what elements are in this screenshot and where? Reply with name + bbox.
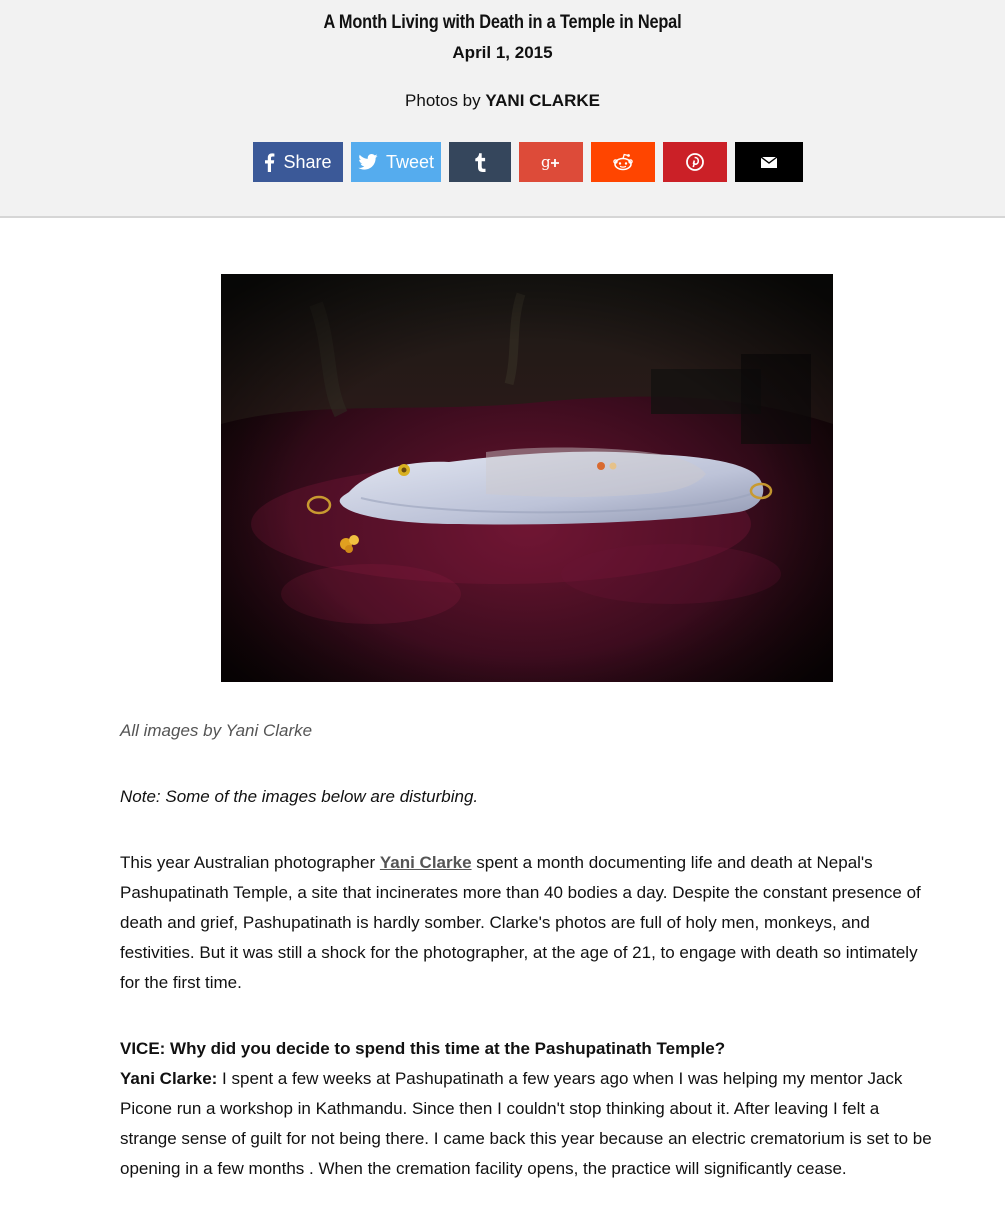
facebook-share-button[interactable] xyxy=(253,142,343,182)
tumblr-icon xyxy=(474,153,486,172)
svg-text:g: g xyxy=(541,154,551,170)
image-caption: All images by Yani Clarke xyxy=(120,721,313,740)
photographer-link[interactable]: Yani Clarke xyxy=(379,853,472,872)
google-plus-icon xyxy=(541,154,561,170)
reddit-share-button[interactable] xyxy=(591,142,655,182)
facebook-share-label: Share xyxy=(283,151,332,172)
content-warning-note: Note: Some of the images below are disturbing. xyxy=(120,787,479,806)
share-bar xyxy=(253,142,803,182)
interview-answer: I spent a few weeks at Pashupatinath a few years ago when I was helping my mentor Jack Picone run a workshop in Kathmandu. Since then I couldn't stop thinking about it. After leaving I felt a strange sense of guilt for not being there. I came back this year because an electric crematorium is set to be opening in a few months . When the cremation facility opens, the practice will significantly cease. xyxy=(120,1069,932,1178)
twitter-tweet-button[interactable] xyxy=(351,142,441,182)
envelope-icon xyxy=(760,156,778,169)
twitter-icon xyxy=(358,154,378,170)
answer-speaker: Yani Clarke: xyxy=(120,1069,218,1088)
article-title: A Month Living with Death in a Temple in Nepal xyxy=(323,12,682,33)
facebook-icon xyxy=(264,153,275,172)
intro-text-after: spent a month documenting life and death at Nepal's Pashupatinath Temple, a site that incinerates more than 40 bodies a day. Despite the constant presence of death and grief, Pashupatinath is hardly somber. Clarke's photos are full of holy men, monkeys, and festivities. But it was still a shock for the photographer, at the age of 21, to engage with death so intimately for the first time. xyxy=(120,853,921,992)
twitter-tweet-label: Tweet xyxy=(385,151,435,172)
interview-block xyxy=(120,1034,935,1184)
tumblr-share-button[interactable] xyxy=(449,142,511,182)
reddit-icon xyxy=(612,153,634,171)
pinterest-icon xyxy=(686,153,704,171)
article-header xyxy=(0,0,1005,218)
intro-text-before: This year Australian photographer xyxy=(120,853,380,872)
email-share-button[interactable] xyxy=(735,142,803,182)
interview-question: VICE: Why did you decide to spend this time at the Pashupatinath Temple? xyxy=(120,1039,726,1058)
photo-credit xyxy=(0,91,1005,111)
hero-photo-shrouded-body xyxy=(221,274,833,682)
credit-prefix: Photos by xyxy=(405,91,486,110)
article-date: April 1, 2015 xyxy=(452,43,553,62)
pinterest-share-button[interactable] xyxy=(663,142,727,182)
intro-paragraph xyxy=(120,848,935,998)
google-plus-share-button[interactable] xyxy=(519,142,583,182)
credit-name: YANI CLARKE xyxy=(485,91,600,110)
